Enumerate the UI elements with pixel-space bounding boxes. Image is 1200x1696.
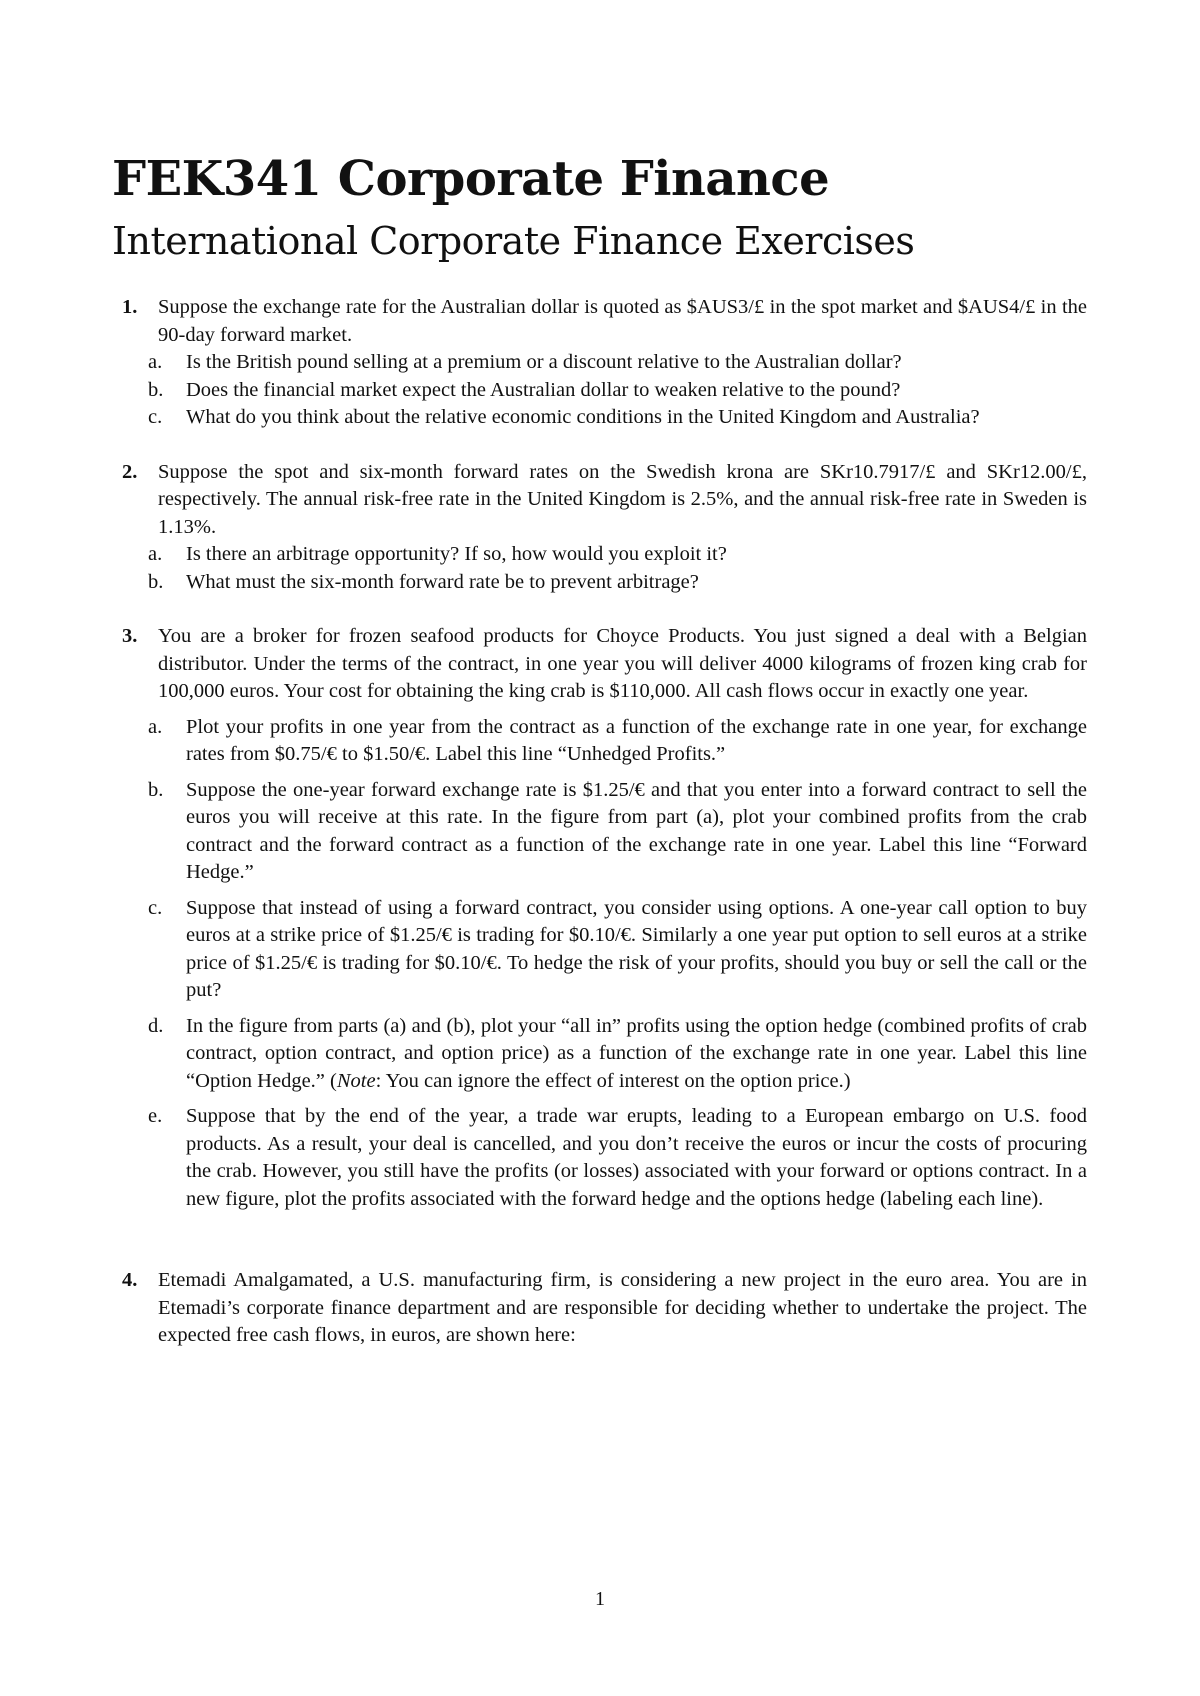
part-text: Is the British pound selling at a premium or a discount relative to the Australian dollar?	[186, 351, 902, 373]
question-number: 1.	[122, 296, 138, 318]
question-part	[112, 714, 1087, 769]
document-title: FEK341 Corporate Finance	[112, 151, 830, 207]
part-letter: e.	[148, 1105, 163, 1127]
question-part	[112, 777, 1087, 887]
question-1-parts	[112, 349, 1087, 432]
part-text-before: In the figure from parts (a) and (b), plot your “all in” profits using the option hedge (combined profits of crab contract, option contract, and option price) as a function of the exchange rate in one year. Label this line “Option Hedge.” (	[186, 1014, 1087, 1092]
question-1	[112, 294, 1087, 349]
part-letter: b.	[148, 378, 164, 401]
part-text: Does the financial market expect the Australian dollar to weaken relative to the pound?	[186, 378, 901, 401]
question-part	[112, 541, 1087, 569]
question-2	[112, 459, 1087, 542]
question-text: Suppose the spot and six-month forward rates on the Swedish krona are SKr10.7917/£ and SKr12.00/£, respectively. The annual risk-free rate in the United Kingdom is 2.5%, and the annual risk-free rate in Sweden is 1.13%.	[158, 460, 1087, 538]
question-text: You are a broker for frozen seafood products for Choyce Products. You just signed a deal with a Belgian distributor. Under the terms of the contract, in one year you will deliver 4000 kilograms of frozen king crab for 100,000 euros. Your cost for obtaining the king crab is $110,000. All cash flows occur in exactly one year.	[158, 625, 1087, 702]
part-text: Plot your profits in one year from the contract as a function of the exchange rate in one year, for exchange rates from $0.75/€ to $1.50/€. Label this line “Unhedged Profits.”	[186, 715, 1087, 765]
part-letter: a.	[148, 715, 163, 738]
question-number: 2.	[122, 460, 138, 483]
question-part	[112, 895, 1087, 1005]
part-letter: b.	[148, 570, 164, 593]
part-letter: a.	[148, 351, 163, 373]
part-text: What must the six-month forward rate be to prevent arbitrage?	[186, 570, 699, 593]
document-subtitle: International Corporate Finance Exercises	[112, 219, 915, 263]
part-letter: c.	[148, 896, 163, 919]
part-text: Suppose that instead of using a forward contract, you consider using options. A one-year call option to buy euros at a strike price of $1.25/€ is trading for $0.10/€. Similarly a one year put option to sell euros at a strike price of $1.25/€ is trading for $0.10/€. To hedge the risk of your profits, should you buy or sell the call or the put?	[186, 896, 1087, 1001]
question-2-parts	[112, 541, 1087, 596]
page-number: 1	[595, 1588, 605, 1610]
part-text: What do you think about the relative economic conditions in the United Kingdom and Australia?	[186, 406, 980, 428]
question-part	[112, 1103, 1087, 1213]
note-word: Note	[336, 1069, 376, 1092]
document-page	[112, 150, 1087, 1350]
question-part	[112, 377, 1087, 405]
question-text: Suppose the exchange rate for the Australian dollar is quoted as $AUS3/£ in the spot market and $AUS4/£ in the 90-day forward market.	[158, 296, 1087, 346]
exercise-list	[112, 294, 1087, 1350]
question-3	[112, 623, 1087, 706]
question-part	[112, 569, 1087, 597]
question-part	[112, 1013, 1087, 1096]
part-letter: d.	[148, 1014, 164, 1037]
part-letter: b.	[148, 778, 164, 801]
question-text: Etemadi Amalgamated, a U.S. manufacturing firm, is considering a new project in the euro area. You are in Etemadi’s corporate finance department and are responsible for deciding whether to undertake the project. The expected free cash flows, in euros, are shown here:	[158, 1269, 1087, 1346]
part-text: Suppose that by the end of the year, a trade war erupts, leading to a European embargo on U.S. food products. As a result, your deal is cancelled, and you don’t receive the euros or incur the costs of procuring the crab. However, you still have the profits (or losses) associated with your forward or options contract. In a new figure, plot the profits associated with the forward hedge and the options hedge (labeling each line).	[186, 1105, 1087, 1210]
question-part	[112, 404, 1087, 432]
part-text-after: : You can ignore the effect of interest on the option price.)	[375, 1069, 851, 1092]
part-letter: a.	[148, 543, 163, 565]
part-text: Suppose the one-year forward exchange rate is $1.25/€ and that you enter into a forward contract to sell the euros you will receive at this rate. In the figure from part (a), plot your combined profits from the crab contract and the forward contract as a function of the exchange rate in one year. Label this line “Forward Hedge.”	[186, 778, 1087, 883]
question-number: 3.	[122, 625, 138, 647]
part-letter: c.	[148, 406, 163, 428]
question-number: 4.	[122, 1269, 138, 1291]
question-part	[112, 349, 1087, 377]
question-3-parts	[112, 706, 1087, 1214]
part-text: Is there an arbitrage opportunity? If so, how would you exploit it?	[186, 543, 727, 565]
question-4	[112, 1267, 1087, 1350]
